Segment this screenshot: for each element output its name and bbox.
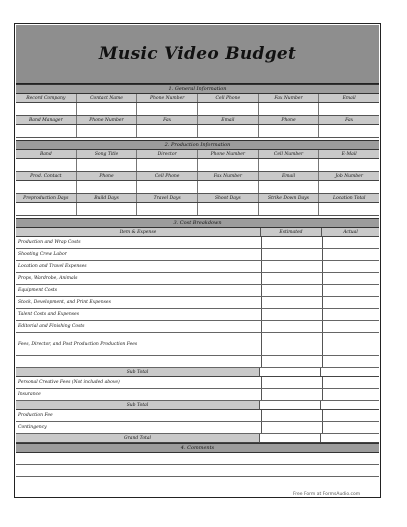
field-input[interactable]	[137, 159, 198, 171]
item-column-header: Item & Expense	[16, 228, 261, 236]
section-header-cost: 3. Cost Breakdown	[16, 218, 379, 228]
title-bar	[16, 25, 379, 84]
actual-cell[interactable]	[323, 377, 379, 388]
field-input[interactable]	[319, 159, 379, 171]
field-label: Preproduction Days	[16, 194, 77, 202]
field-label: Fax	[137, 116, 198, 124]
field-input[interactable]	[77, 203, 138, 215]
estimated-cell[interactable]	[262, 309, 323, 320]
subtotal-label: Sub Total	[16, 368, 260, 377]
field-label: Band Manager	[16, 116, 77, 124]
field-label: Record Company	[16, 94, 77, 102]
comment-line[interactable]	[16, 453, 379, 465]
cost-item-label: Fees, Director, and Post Production Production Fees	[16, 333, 262, 355]
actual-cell[interactable]	[323, 389, 379, 400]
field-label: Email	[198, 116, 259, 124]
field-input[interactable]	[77, 103, 138, 115]
section-header-production: 2. Production Information	[16, 140, 379, 150]
field-label: E-Mail	[341, 151, 357, 157]
cost-row[interactable]	[16, 261, 379, 273]
production-label-row-3	[16, 194, 379, 203]
estimated-cell[interactable]	[262, 333, 323, 355]
actual-column-header: Actual	[343, 229, 358, 235]
general-label-row-2	[16, 116, 379, 125]
cost-row[interactable]	[16, 285, 379, 297]
field-input[interactable]	[137, 181, 198, 193]
subtotal-values[interactable]	[260, 401, 379, 410]
field-label: Phone Number	[198, 150, 259, 158]
estimated-cell[interactable]	[262, 389, 323, 400]
field-input[interactable]	[137, 125, 198, 137]
estimated-cell[interactable]	[262, 377, 323, 388]
cost-row[interactable]	[16, 249, 379, 261]
cost-row[interactable]	[16, 333, 379, 356]
field-input[interactable]	[137, 203, 198, 215]
section-header-general: 1. General Information	[16, 84, 379, 94]
field-input[interactable]	[198, 159, 259, 171]
estimated-cell[interactable]	[262, 297, 323, 308]
field-label: Cell Phone	[198, 94, 259, 102]
field-label: Fax Number	[198, 172, 259, 180]
field-label: Location Total	[332, 195, 366, 201]
estimated-cell[interactable]	[260, 368, 321, 376]
section-header-comments: 4. Comments	[16, 443, 379, 453]
field-input[interactable]	[259, 181, 320, 193]
cost-row[interactable]	[16, 309, 379, 321]
field-input[interactable]	[198, 125, 259, 137]
actual-cell[interactable]	[323, 356, 379, 367]
estimated-cell[interactable]	[262, 285, 323, 296]
cost-item-label: Equipment Costs	[16, 285, 262, 296]
estimated-cell[interactable]	[262, 410, 323, 421]
actual-cell[interactable]	[323, 273, 379, 284]
field-input[interactable]	[16, 103, 77, 115]
estimated-cell[interactable]	[262, 273, 323, 284]
cost-item-label: Props, Wardrobe, Animals	[16, 273, 262, 284]
cost-item-label: Stock, Development, and Print Expenses	[16, 297, 262, 308]
field-input[interactable]	[259, 125, 320, 137]
field-label: Prod. Contact	[16, 172, 77, 180]
cost-row[interactable]	[16, 377, 379, 389]
field-input[interactable]	[77, 181, 138, 193]
production-value-row-3[interactable]	[16, 203, 379, 216]
field-label: Phone Number	[77, 116, 138, 124]
cost-item-label: Location and Travel Expenses	[16, 261, 262, 272]
estimated-cell[interactable]	[262, 422, 323, 433]
field-input[interactable]	[16, 181, 77, 193]
subtotal-label: Sub Total	[16, 401, 260, 410]
actual-cell[interactable]	[323, 333, 379, 355]
field-label: Cell Phone	[137, 172, 198, 180]
estimated-column-header: Estimated	[261, 228, 322, 236]
actual-cell[interactable]	[323, 309, 379, 320]
form-title: Music Video Budget	[98, 44, 297, 64]
budget-form	[14, 23, 381, 498]
field-input[interactable]	[259, 203, 320, 215]
general-value-row-2[interactable]	[16, 125, 379, 138]
general-value-row-1[interactable]	[16, 103, 379, 116]
actual-cell[interactable]	[323, 410, 379, 421]
cost-item-label: Production and Wrap Costs	[16, 237, 262, 248]
cost-item-label: Talent Costs and Expenses	[16, 309, 262, 320]
estimated-cell[interactable]	[262, 237, 323, 248]
subtotal-values[interactable]	[260, 368, 379, 377]
estimated-cell[interactable]	[260, 401, 321, 409]
field-input[interactable]	[77, 159, 138, 171]
production-value-row-1[interactable]	[16, 159, 379, 172]
general-label-row-1	[16, 94, 379, 103]
cost-item-label: Personal Creative Fees (Not included above)	[16, 377, 262, 388]
cost-column-headers	[16, 228, 379, 237]
production-value-row-2[interactable]	[16, 181, 379, 194]
field-input[interactable]	[77, 125, 138, 137]
cost-row[interactable]	[16, 321, 379, 333]
field-input[interactable]	[259, 103, 320, 115]
footer-credit: Free Form at FormsAudio.com	[293, 492, 361, 497]
production-label-row-2	[16, 172, 379, 181]
field-label: Song Title	[77, 150, 138, 158]
field-input[interactable]	[198, 103, 259, 115]
field-label: Strike Down Days	[259, 194, 320, 202]
field-input[interactable]	[319, 125, 379, 137]
estimated-cell[interactable]	[262, 249, 323, 260]
cost-row-blank[interactable]	[16, 356, 379, 368]
cost-item-label: Shooting Crew Labor	[16, 249, 262, 260]
field-label: Fax	[345, 117, 354, 123]
field-input[interactable]	[319, 103, 379, 115]
cost-item-label: Editorial and Finishing Costs	[16, 321, 262, 332]
field-input[interactable]	[137, 103, 198, 115]
field-label: Phone	[259, 116, 320, 124]
actual-cell[interactable]	[323, 321, 379, 332]
actual-cell[interactable]	[323, 237, 379, 248]
actual-cell[interactable]	[323, 422, 379, 433]
comment-line[interactable]	[16, 465, 379, 477]
grand-total-values[interactable]	[260, 434, 379, 443]
field-label: Cell Number	[259, 150, 320, 158]
field-input[interactable]	[16, 125, 77, 137]
field-label: Phone	[77, 172, 138, 180]
field-label: Shoot Days	[198, 194, 259, 202]
estimated-cell[interactable]	[262, 321, 323, 332]
cost-item-label: Production Fee	[16, 410, 262, 421]
cost-row[interactable]	[16, 389, 379, 401]
grand-total-label: Grand Total	[16, 434, 260, 443]
estimated-cell[interactable]	[262, 356, 323, 367]
actual-cell[interactable]	[323, 261, 379, 272]
cost-row[interactable]	[16, 410, 379, 422]
field-input[interactable]	[319, 203, 379, 215]
field-label: Phone Number	[137, 94, 198, 102]
field-label: Email	[342, 95, 356, 101]
cost-row[interactable]	[16, 273, 379, 285]
field-label: Director	[137, 150, 198, 158]
cost-row[interactable]	[16, 237, 379, 249]
estimated-cell[interactable]	[262, 261, 323, 272]
blank-cell	[16, 356, 262, 367]
field-input[interactable]	[16, 159, 77, 171]
estimated-cell[interactable]	[260, 434, 321, 442]
actual-cell[interactable]	[323, 285, 379, 296]
cost-item-label: Insurance	[16, 389, 262, 400]
field-input[interactable]	[198, 203, 259, 215]
field-input[interactable]	[319, 181, 379, 193]
cost-item-label: Contingency	[16, 422, 262, 433]
field-label: Contact Name	[77, 94, 138, 102]
field-label: Build Days	[77, 194, 138, 202]
actual-cell[interactable]	[323, 249, 379, 260]
cost-row[interactable]	[16, 297, 379, 309]
field-input[interactable]	[259, 159, 320, 171]
field-label: Band	[16, 150, 77, 158]
field-label: Email	[259, 172, 320, 180]
field-label: Fax Number	[259, 94, 320, 102]
production-label-row-1	[16, 150, 379, 159]
field-label: Travel Days	[137, 194, 198, 202]
field-input[interactable]	[198, 181, 259, 193]
actual-cell[interactable]	[323, 297, 379, 308]
field-input[interactable]	[16, 203, 77, 215]
field-label: Job Number	[335, 173, 363, 179]
cost-row[interactable]	[16, 422, 379, 434]
